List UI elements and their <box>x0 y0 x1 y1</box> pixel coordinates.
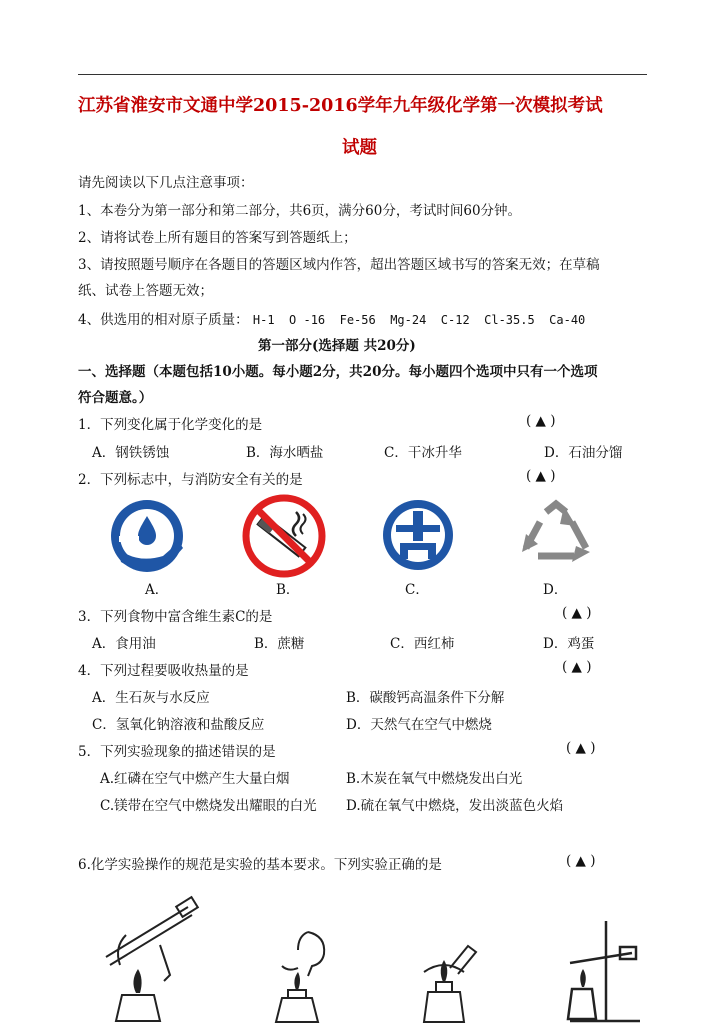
q5-option-d: D.硫在氧气中燃烧，发出淡蓝色火焰 <box>346 798 564 814</box>
q4-option-a: A．生石灰与水反应 <box>92 690 210 706</box>
header-rule <box>78 74 647 75</box>
q1-option-d: D．石油分馏 <box>544 445 623 461</box>
q1-option-a: A．钢铁锈蚀 <box>92 445 170 461</box>
notice-item-4 <box>78 308 585 328</box>
notice-item-1: 1、本卷分为第一部分和第二部分，共6页，满分60分，考试时间60分钟。 <box>78 203 522 219</box>
iron-stand-icon <box>556 915 646 1024</box>
q2-option-b: B． <box>276 582 300 598</box>
q1-option-b: B．海水晒盐 <box>246 445 324 461</box>
mass-list: H-1 O -16 Fe-56 Mg-24 C-12 Cl-35.5 Ca-40 <box>252 313 586 327</box>
q5-option-c: C.镁带在空气中燃烧发出耀眼的白光 <box>100 798 317 814</box>
q2-option-c: C． <box>405 582 429 598</box>
question-3-stem: 3．下列食物中富含维生素C的是 <box>78 609 273 625</box>
notice-intro: 请先阅读以下几点注意事项： <box>78 175 254 191</box>
notice-item-3: 3、请按照题号顺序在各题目的答题区域内作答，超出答题区域书写的答案无效；在草稿 <box>78 257 600 273</box>
q5-option-a: A.红磷在空气中燃产生大量白烟 <box>100 771 290 787</box>
masses-label: 4、供选用的相对原子质量： <box>78 312 249 328</box>
section-instructions-cont: 符合题意。） <box>78 390 153 406</box>
question-4-stem: 4．下列过程要吸收热量的是 <box>78 663 249 679</box>
q4-option-d: D．天然气在空气中燃烧 <box>346 717 492 733</box>
alcohol-lamp-icon <box>410 942 490 1024</box>
logo-icon <box>380 497 456 573</box>
smelling-gas-icon <box>268 928 348 1024</box>
notice-item-3-cont: 纸、试卷上答题无效； <box>78 283 213 299</box>
q5-option-b: B.木炭在氧气中燃烧发出白光 <box>346 771 523 787</box>
answer-mark-1: ( ▲ ) <box>526 413 556 429</box>
q2-option-a: A． <box>145 582 169 598</box>
q3-option-c: C．西红柿 <box>390 636 455 652</box>
q3-option-a: A．食用油 <box>92 636 156 652</box>
q3-option-d: D．鸡蛋 <box>543 636 595 652</box>
test-tube-heating-icon <box>100 895 200 1024</box>
recycle-icon <box>516 500 596 566</box>
part1-header: 第一部分(选择题 共20分) <box>258 338 416 354</box>
q1-option-c: C．干冰升华 <box>384 445 462 461</box>
answer-mark-2: ( ▲ ) <box>526 468 556 484</box>
notice-item-2: 2、请将试卷上所有题目的答案写到答题纸上； <box>78 230 357 246</box>
answer-mark-4: ( ▲ ) <box>562 659 592 675</box>
q2-option-d: D． <box>543 582 568 598</box>
question-1-stem: 1．下列变化属于化学变化的是 <box>78 417 263 433</box>
q3-option-b: B．蔗糖 <box>254 636 305 652</box>
q4-option-b: B．碳酸钙高温条件下分解 <box>346 690 505 706</box>
question-2-stem: 2．下列标志中，与消防安全有关的是 <box>78 472 303 488</box>
page-title: 江苏省淮安市文通中学2015-2016学年九年级化学第一次模拟考试 <box>78 96 603 116</box>
water-saving-icon <box>107 496 187 576</box>
answer-mark-3: ( ▲ ) <box>562 605 592 621</box>
no-smoking-icon <box>242 494 326 578</box>
answer-mark-6: ( ▲ ) <box>566 853 596 869</box>
page-title-line2: 试题 <box>342 138 377 158</box>
question-6-stem: 6.化学实验操作的规范是实验的基本要求。下列实验正确的是 <box>78 857 442 873</box>
question-5-stem: 5．下列实验现象的描述错误的是 <box>78 744 276 760</box>
section-instructions: 一、选择题（本题包括10小题。每小题2分，共20分。每小题四个选项中只有一个选项 <box>78 364 598 380</box>
answer-mark-5: ( ▲ ) <box>566 740 596 756</box>
q4-option-c: C．氢氧化钠溶液和盐酸反应 <box>92 717 265 733</box>
